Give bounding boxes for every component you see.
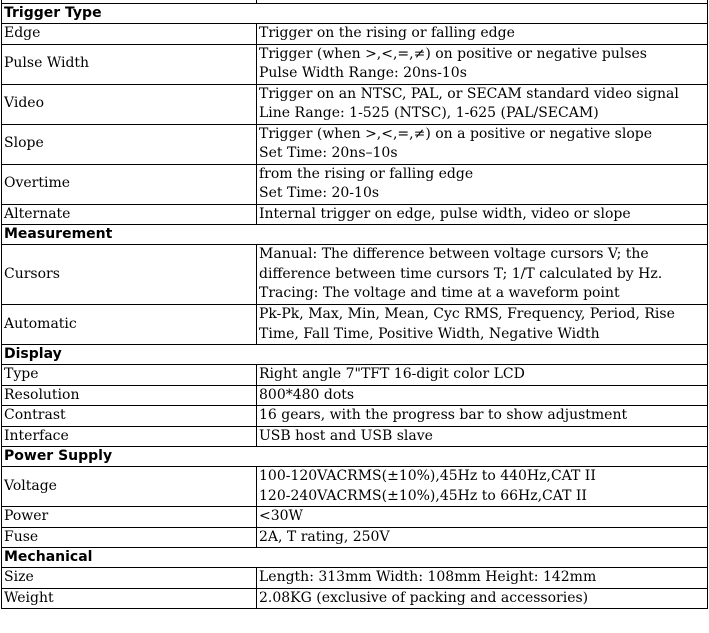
spec-value-line: 100-120VACRMS(±10%),45Hz to 440Hz,CAT II	[259, 468, 596, 484]
spec-value	[257, 164, 708, 204]
spec-label: Overtime	[2, 164, 257, 204]
spec-label: Type	[2, 365, 257, 386]
spec-value-line: Trigger on an NTSC, PAL, or SECAM standard video signal	[259, 85, 679, 102]
spec-value	[257, 467, 708, 507]
table-row	[2, 164, 708, 204]
section-header-row	[2, 345, 708, 365]
spec-value	[257, 204, 708, 225]
spec-value-line: difference between time cursors T; 1/T calculated by Hz.	[259, 265, 663, 282]
spec-label: Contrast	[2, 406, 257, 427]
section-header-row	[2, 225, 708, 245]
spec-value-line: USB host and USB slave	[259, 427, 433, 444]
spec-label: Interface	[2, 426, 257, 447]
table-row	[2, 568, 708, 589]
table-row	[2, 124, 708, 164]
spec-value-line: 2.08KG (exclusive of packing and accessories)	[259, 589, 589, 606]
table-row	[2, 84, 708, 124]
table-row	[2, 406, 708, 427]
table-row	[2, 385, 708, 406]
spec-label: Size	[2, 568, 257, 589]
spec-label: Resolution	[2, 385, 257, 406]
spec-value	[257, 588, 708, 609]
spec-value-line: 2A, T rating, 250V	[259, 528, 390, 545]
table-row	[2, 467, 708, 507]
spec-value-line: Set Time: 20ns–10s	[259, 145, 398, 161]
spec-value-line: 16 gears, with the progress bar to show adjustment	[259, 407, 628, 423]
section-title: Mechanical	[2, 548, 708, 568]
spec-value	[257, 305, 708, 345]
spec-value-line: <30W	[259, 508, 303, 524]
spec-value	[257, 44, 708, 84]
table-row	[2, 24, 708, 45]
table-row	[2, 507, 708, 528]
spec-value-line: Pulse Width Range: 20ns-10s	[259, 65, 467, 81]
spec-value-line: Time, Fall Time, Positive Width, Negative Width	[259, 325, 600, 342]
spec-label: Alternate	[2, 204, 257, 225]
spec-value-line: Pk-Pk, Max, Min, Mean, Cyc RMS, Frequency, Period, Rise	[259, 306, 675, 322]
spec-value	[257, 568, 708, 589]
spec-label: Cursors	[2, 245, 257, 305]
spec-label: Slope	[2, 124, 257, 164]
spec-label: Pulse Width	[2, 44, 257, 84]
table-row	[2, 305, 708, 345]
section-title: Measurement	[2, 225, 708, 245]
spec-value-line: Length: 313mm Width: 108mm Height: 142mm	[259, 569, 597, 585]
spec-label: Automatic	[2, 305, 257, 345]
spec-value-line: Manual: The difference between voltage cursors V; the	[259, 246, 649, 263]
spec-label: Fuse	[2, 527, 257, 548]
spec-value	[257, 426, 708, 447]
spec-value	[257, 124, 708, 164]
section-title: Trigger Type	[2, 4, 708, 24]
spec-label: Voltage	[2, 467, 257, 507]
spec-value-line: 120-240VACRMS(±10%),45Hz to 66Hz,CAT II	[259, 487, 587, 504]
section-title: Display	[2, 345, 708, 365]
spec-value-line: from the rising or falling edge	[259, 165, 474, 182]
table-row	[2, 204, 708, 225]
spec-value	[257, 365, 708, 386]
spec-value-line: Trigger (when >,<,=,≠) on positive or negative pulses	[259, 45, 647, 62]
spec-value-line: Set Time: 20-10s	[259, 185, 380, 201]
section-header-row	[2, 548, 708, 568]
spec-value	[257, 245, 708, 305]
table-row	[2, 426, 708, 447]
spec-value-line: Trigger (when >,<,=,≠) on a positive or negative slope	[259, 125, 653, 142]
spec-value	[257, 385, 708, 406]
spec-label: Edge	[2, 24, 257, 45]
spec-value-line: Internal trigger on edge, pulse width, video or slope	[259, 205, 631, 222]
spec-value	[257, 507, 708, 528]
spec-value-line: Right angle 7"TFT 16-digit color LCD	[259, 366, 525, 382]
spec-value	[257, 24, 708, 45]
spec-value	[257, 84, 708, 124]
section-title: Power Supply	[2, 447, 708, 467]
table-row	[2, 527, 708, 548]
table-row	[2, 588, 708, 609]
spec-value-line: 800*480 dots	[259, 386, 355, 403]
spec-value	[257, 527, 708, 548]
spec-label: Weight	[2, 588, 257, 609]
table-row	[2, 44, 708, 84]
spec-table	[1, 0, 708, 609]
spec-label: Video	[2, 84, 257, 124]
spec-label: Power	[2, 507, 257, 528]
section-header-row	[2, 447, 708, 467]
spec-value	[257, 406, 708, 427]
spec-table-body	[2, 0, 708, 609]
spec-value-line: Trigger on the rising or falling edge	[259, 25, 515, 41]
table-row	[2, 365, 708, 386]
spec-value-line: Line Range: 1-525 (NTSC), 1-625 (PAL/SECAM)	[259, 105, 599, 121]
table-row	[2, 245, 708, 305]
section-header-row	[2, 4, 708, 24]
spec-value-line: Tracing: The voltage and time at a waveform point	[259, 285, 620, 302]
